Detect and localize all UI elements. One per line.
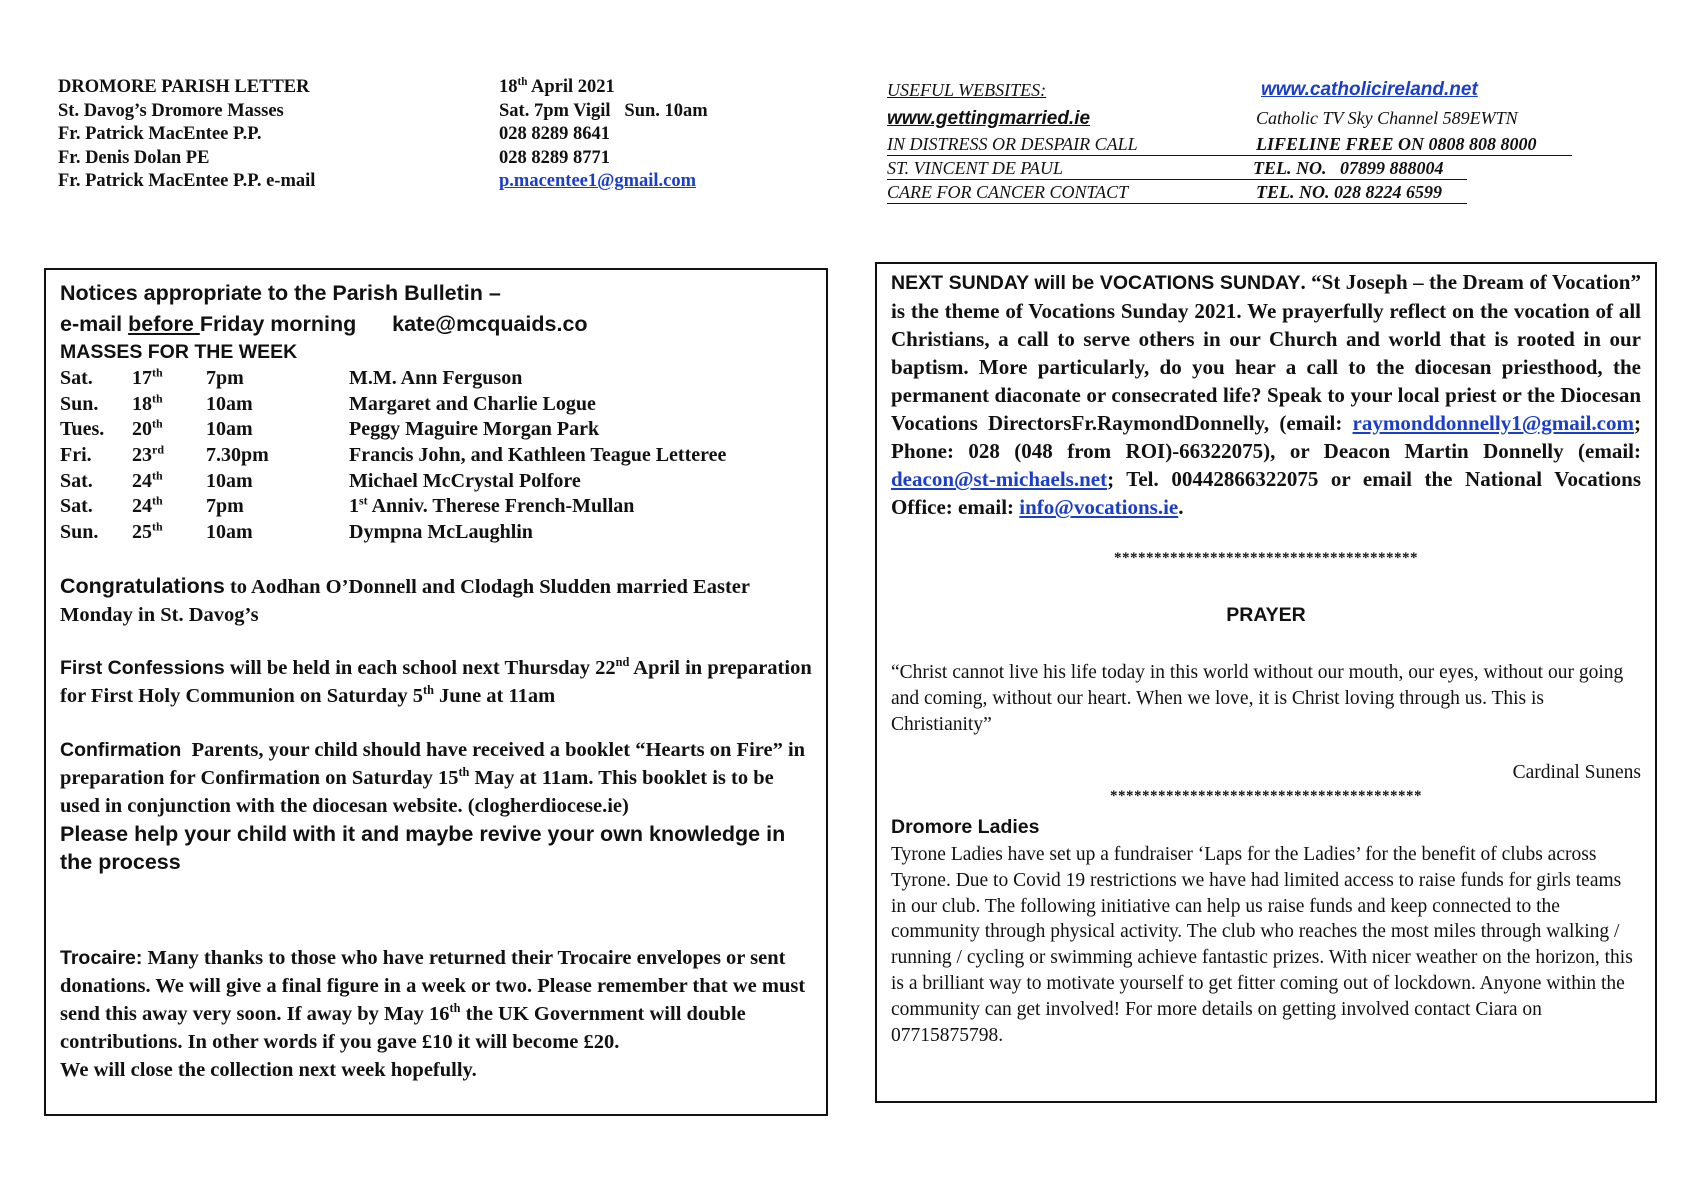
mass-date: 20th	[132, 416, 163, 441]
dromore-ladies-heading: Dromore Ladies	[891, 816, 1040, 838]
notices-box	[44, 268, 828, 1116]
priest-email-label: Fr. Patrick MacEntee P.P. e-mail	[58, 171, 316, 191]
svdp-number: TEL. NO. 07899 888004	[1253, 158, 1444, 178]
prayer-text: “Christ cannot live his life today in this world without our mouth, our eyes, without our going and coming, without our heart. When we love, it is Christ loving through us. This is Christianity”	[891, 662, 1624, 735]
mass-time: 10am	[206, 418, 253, 441]
mass-intention: M.M. Ann Ferguson	[349, 367, 523, 390]
stars-divider-1: **************************************	[1114, 550, 1418, 566]
vocations-email-raymond[interactable]: raymonddonnelly1@gmail.com	[1352, 411, 1634, 435]
mass-date: 24th	[132, 493, 163, 518]
bulletin-date: 18th April 2021	[499, 75, 615, 97]
mass-intention: Peggy Maguire Morgan Park	[349, 418, 600, 441]
parish-title: DROMORE PARISH LETTER	[58, 77, 310, 97]
mass-time: 7pm	[206, 367, 244, 390]
trocaire-close: We will close the collection next week hopefully.	[60, 1059, 477, 1081]
vocations-notice: NEXT SUNDAY will be VOCATIONS SUNDAY. “St Joseph – the Dream of Vocation” is the theme of Vocations Sunday 2021. We prayerfully reflect on the vocation of all Christians, a call to serve others in our Church and world that is rooted in our baptism. More particularly, do you hear a call to the diocesan priesthood, the permanent diaconate or consecrated life? Speak to your local priest or the Diocesan Vocations DirectorsFr.RaymondDonnelly, (email: raymonddonnelly1@gmail.com; Phone: 028 (048 from ROI)-66322075), or Deacon Martin Donnelly (email: deacon@st-michaels.net; Tel. 00442866322075 or email the National Vocations Office: email: info@vocations.ie.	[891, 270, 1641, 519]
parish-header	[58, 76, 418, 194]
mass-time: 10am	[206, 520, 253, 543]
mass-time: 7pm	[206, 495, 244, 518]
mass-day: Sat.	[60, 469, 93, 492]
vocations-email-office[interactable]: info@vocations.ie	[1019, 495, 1179, 519]
masses-table	[60, 366, 726, 545]
catholic-tv-text: Catholic TV Sky Channel 589EWTN	[1256, 108, 1518, 128]
mass-intention: Michael McCrystal Polfore	[349, 469, 581, 492]
trocaire-notice: Trocaire: Many thanks to those who have returned their Trocaire envelopes or sent donations. We will give a final figure in a week or two. Please remember that we must send this away very soon. If away by May 16th the UK Government will double contributions. In other words if you gave £10 it will become £20. We will close the collection next week hopefully.	[60, 944, 812, 1084]
mass-row	[60, 494, 726, 520]
mass-date: 23rd	[132, 442, 164, 467]
notices-email-line: e-mail before Friday morning kate@mcquaids.co	[60, 312, 588, 336]
mass-intention: Margaret and Charlie Logue	[349, 392, 596, 415]
svdp-label: ST. VINCENT DE PAUL	[887, 158, 1064, 178]
priest-email-link[interactable]: p.macentee1@gmail.com	[499, 171, 697, 191]
mass-row	[60, 520, 726, 546]
mass-day: Sat.	[60, 495, 93, 518]
vocations-email-deacon[interactable]: deacon@st-michaels.net	[891, 467, 1108, 491]
priest2-name: Fr. Denis Dolan PE	[58, 147, 210, 168]
prayer-heading: PRAYER	[1226, 604, 1306, 626]
catholicireland-link[interactable]: www.catholicireland.net	[1261, 79, 1478, 100]
mass-day: Sun.	[60, 520, 99, 543]
notices-instructions	[60, 278, 812, 340]
mass-intention: Francis John, and Kathleen Teague Letteree	[349, 444, 727, 467]
mass-time: 10am	[206, 469, 253, 492]
priest1-phone: 028 8289 8641	[499, 124, 610, 144]
vocations-heading: NEXT SUNDAY will be VOCATIONS SUNDAY	[891, 272, 1301, 294]
useful-websites	[887, 80, 1587, 205]
mass-date: 17th	[132, 365, 163, 390]
confirmation-notice: Confirmation Parents, your child should have received a booklet “Hearts on Fire” in preparation for Confirmation on Saturday 15th May at 11am. This booklet is to be used in conjunction with the diocesan website. (clogherdiocese.ie) Please help your child with it and maybe revive your own knowledge in the process	[60, 739, 811, 874]
stars-divider-2: ***************************************	[1110, 788, 1422, 804]
first-confessions-notice: First Confessions will be held in each school next Thursday 22nd April in preparation for First Holy Communion on Saturday 5th June at 11am	[60, 655, 812, 707]
mass-row	[60, 417, 726, 443]
mass-intention: 1st Anniv. Therese French-Mullan	[349, 493, 635, 518]
distress-label: IN DISTRESS OR DESPAIR CALL	[887, 134, 1138, 154]
mass-time: 10am	[206, 392, 253, 415]
mass-day: Sun.	[60, 392, 99, 415]
mass-time: 7.30pm	[206, 444, 269, 467]
confirmation-help: Please help your child with it and maybe revive your own knowledge in the process	[60, 822, 786, 874]
mass-row	[60, 392, 726, 418]
mass-row	[60, 468, 726, 494]
masses-label: St. Davog’s Dromore Masses	[58, 100, 284, 121]
mass-day: Sat.	[60, 367, 93, 390]
cancer-number: TEL. NO. 028 8224 6599	[1256, 182, 1442, 202]
mass-row	[60, 366, 726, 392]
cancer-label: CARE FOR CANCER CONTACT	[887, 182, 1129, 202]
parish-header-values	[499, 76, 829, 194]
priest2-phone: 028 8289 8771	[499, 147, 610, 168]
mass-day: Tues.	[60, 418, 105, 441]
masses-times: Sat. 7pm Vigil Sun. 10am	[499, 100, 708, 121]
websites-heading: USEFUL WEBSITES:	[887, 80, 1047, 100]
congratulations-notice: Congratulations to Aodhan O’Donnell and Clodagh Sludden married Easter Monday in St. Davog’s	[60, 574, 750, 626]
mass-date: 25th	[132, 519, 163, 543]
lifeline-number: LIFELINE FREE ON 0808 808 8000	[1256, 134, 1537, 154]
mass-date: 24th	[132, 468, 163, 492]
masses-table-wrap	[60, 366, 812, 545]
prayer-author: Cardinal Sunens	[1512, 762, 1641, 783]
notices-email[interactable]: kate@mcquaids.co	[392, 312, 588, 336]
mass-day: Fri.	[60, 444, 92, 467]
notices-heading: Notices appropriate to the Parish Bulletin –	[60, 281, 501, 305]
masses-heading: MASSES FOR THE WEEK	[60, 341, 298, 363]
mass-intention: Dympna McLaughlin	[349, 520, 533, 543]
gettingmarried-link[interactable]: www.gettingmarried.ie	[887, 108, 1091, 129]
dromore-ladies-text: Tyrone Ladies have set up a fundraiser ‘Laps for the Ladies’ for the benefit of clubs across Tyrone. Due to Covid 19 restrictions we have had limited access to raise funds for girls teams in our club. The following initiative can help us raise funds and keep connected to the community through physical activity. The club who reaches the most miles through walking / running / cycling or swimming achieve fantastic prizes. With nicer weather on the horizon, this is a brilliant way to motivate yourself to get fitter coming out of lockdown. Anyone within the community can get involved! For more details on getting involved contact Ciara on 07715875798.	[891, 844, 1633, 1046]
mass-date: 18th	[132, 391, 163, 415]
right-notices-box	[875, 262, 1657, 1103]
priest1-name: Fr. Patrick MacEntee P.P.	[58, 124, 262, 144]
mass-row	[60, 443, 726, 469]
